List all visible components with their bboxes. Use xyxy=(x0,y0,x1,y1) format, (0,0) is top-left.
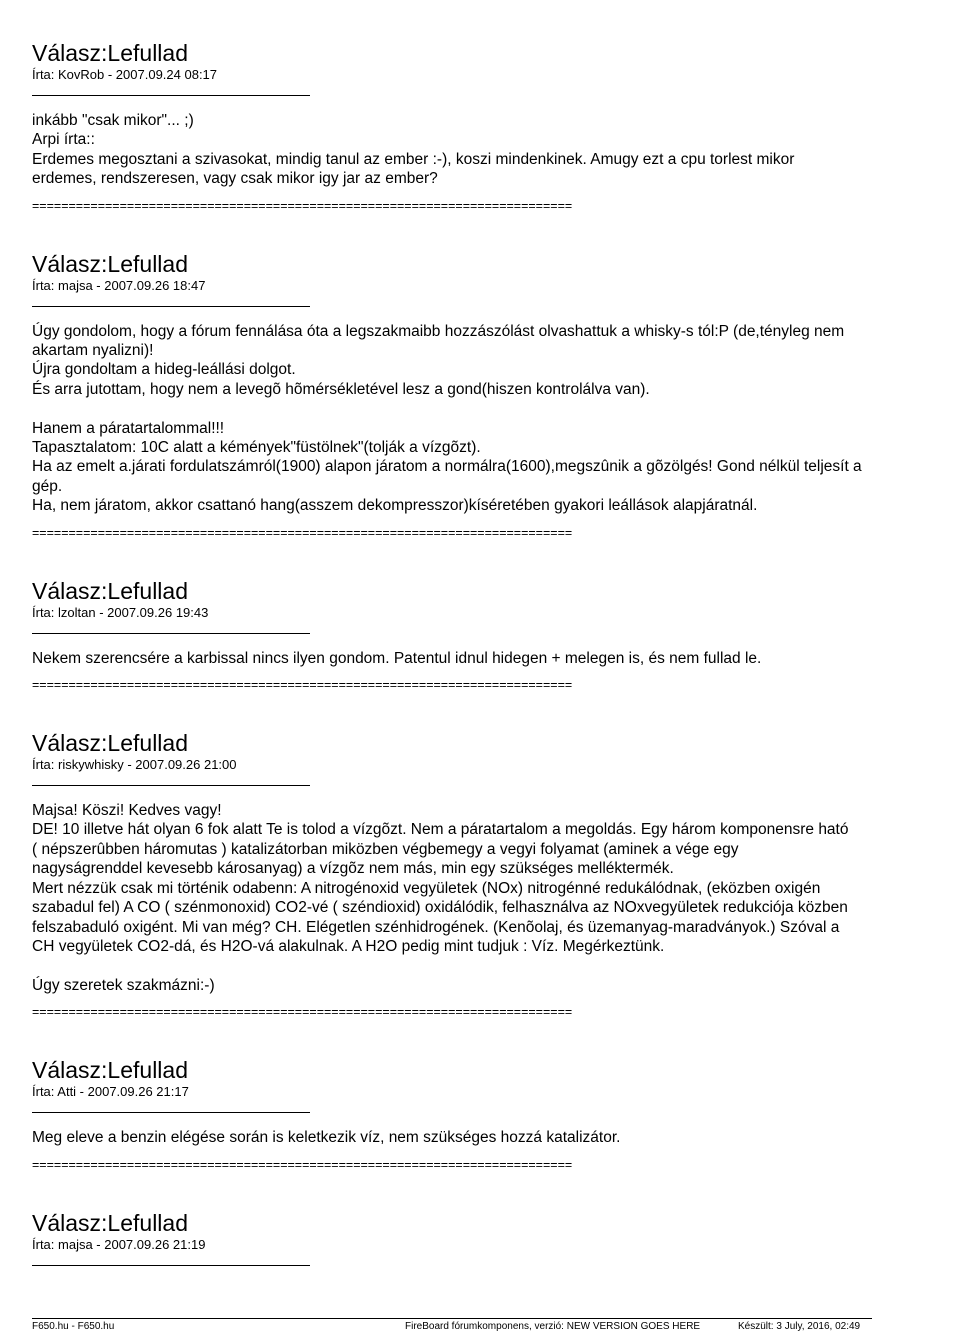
forum-post xyxy=(32,1057,932,1209)
post-text-line: Ha, nem járatom, akkor csattanó hang(asszem dekompresszor)kíséretében gyakori leállások alapjáratnál. xyxy=(32,497,758,515)
post-gap xyxy=(32,214,932,251)
post-title: Válasz:Lefullad xyxy=(32,730,188,757)
post-gap xyxy=(32,541,932,578)
post-body xyxy=(32,111,932,189)
post-separator: ========================================================================== xyxy=(32,678,573,693)
post-text-line: Meg eleve a benzin elégése során is keletkezik víz, nem szükséges hozzá katalizátor. xyxy=(32,1129,621,1147)
post-header-rule xyxy=(32,633,310,634)
post-text-line: nagyságrenddel kevesebb károsanyag) a vízgõz nem más, min egy szükséges melléktermék. xyxy=(32,860,674,878)
post-text-line: Erdemes megosztani a szivasokat, mindig tanul az ember :-), koszi mindenkinek. Amugy ezt a cpu torlest mikor xyxy=(32,150,795,168)
post-text-line: Ha az emelt a.járati fordulatszámról(1900) alapon járatom a normálra(1600),megszûnik a gõzölgés! Gond nélkül teljesít a xyxy=(32,458,862,476)
post-separator: ========================================================================== xyxy=(32,198,573,213)
post-author-date: Írta: KovRob - 2007.09.24 08:17 xyxy=(32,67,218,82)
post-author-date: Írta: majsa - 2007.09.26 21:19 xyxy=(32,1236,206,1252)
post-body xyxy=(32,322,932,516)
post-text-line: Hanem a páratartalommal!!! xyxy=(32,419,225,437)
footer-site: F650.hu - F650.hu xyxy=(32,1321,115,1332)
post-header-rule xyxy=(32,1112,310,1113)
post-text-line: ( népszerûbben háromutas ) katalizátorban miközben végbemegy a vegyi folyamat (aminek a vége egy xyxy=(32,840,739,858)
forum-thread xyxy=(32,40,932,1266)
footer-software: FireBoard fórumkomponens, verzió: NEW VERSION GOES HERE xyxy=(405,1321,701,1332)
blank-line xyxy=(32,399,932,418)
blank-line xyxy=(32,956,932,975)
post-author-date: Írta: riskywhisky - 2007.09.26 21:00 xyxy=(32,757,237,773)
post-text-line: Majsa! Köszi! Kedves vagy! xyxy=(32,802,222,820)
forum-post xyxy=(32,251,932,578)
post-separator: ========================================================================== xyxy=(32,1157,573,1172)
post-header-rule xyxy=(32,95,310,96)
post-author-date: Írta: Atti - 2007.09.26 21:17 xyxy=(32,1084,189,1100)
post-header-rule xyxy=(32,785,310,786)
post-gap xyxy=(32,693,932,730)
post-author-date: Írta: majsa - 2007.09.26 18:47 xyxy=(32,277,206,293)
post-author-date: Írta: lzoltan - 2007.09.26 19:43 xyxy=(32,604,209,620)
post-text-line: Mert nézzük csak mi történik odabenn: A nitrogénoxid vegyületek (NOx) nitrogénné redukálódnak, (eközben oxigén xyxy=(32,879,821,897)
post-text-line: Úgy szeretek szakmázni:-) xyxy=(32,976,215,994)
post-gap xyxy=(32,1173,932,1210)
post-body xyxy=(32,801,932,995)
post-body xyxy=(32,1128,932,1147)
post-body xyxy=(32,649,932,668)
post-header-rule xyxy=(32,306,310,307)
post-text-line: Tapasztalatom: 10C alatt a kémények"füstölnek"(tolják a vízgõzt). xyxy=(32,439,481,457)
post-title: Válasz:Lefullad xyxy=(32,1057,188,1084)
post-title: Válasz:Lefullad xyxy=(32,577,188,604)
page-footer xyxy=(32,1318,872,1332)
post-text-line: Úgy gondolom, hogy a fórum fennálása óta a legszakmaibb hozzászólást olvashattuk a whisky-s tól:P (de,tényleg nem xyxy=(32,322,845,340)
post-list xyxy=(32,40,932,1266)
post-title: Válasz:Lefullad xyxy=(32,250,188,277)
post-text-line: Nekem szerencsére a karbissal nincs ilyen gondom. Patentul idnul hidegen + melegen is, és nem fullad le. xyxy=(32,649,762,667)
forum-post xyxy=(32,578,932,730)
post-header-rule xyxy=(32,1265,310,1266)
post-gap xyxy=(32,1020,932,1057)
post-text-line: CH vegyületek CO2-dá, és H2O-vá alakulnak. A H2O pedig mint tudjuk : Víz. Megérkeztünk. xyxy=(32,937,665,955)
forum-post xyxy=(32,40,932,251)
post-title: Válasz:Lefullad xyxy=(32,40,188,66)
post-text-line: gép. xyxy=(32,477,63,495)
forum-post xyxy=(32,730,932,1057)
post-text-line: DE! 10 illetve hát olyan 6 fok alatt Te is tolod a vízgõzt. Nem a páratartalom a megoldás. Egy három komponensre ható xyxy=(32,821,849,839)
footer-created: Készült: 3 July, 2016, 02:49 xyxy=(738,1321,861,1332)
post-title: Válasz:Lefullad xyxy=(32,1209,188,1236)
post-text-line: akartam nyalizni)! xyxy=(32,342,154,360)
post-text-line: erdemes, rendszeresen, vagy csak mikor igy jar az ember? xyxy=(32,170,438,188)
forum-post xyxy=(32,1210,932,1266)
post-text-line: inkább "csak mikor"... ;) xyxy=(32,112,194,129)
post-text-line: Újra gondoltam a hideg-leállási dolgot. xyxy=(32,361,296,379)
post-text-line: szabadul fel) A CO ( szénmonoxid) CO2-vé ( széndioxid) oxidálódik, felhasználva az NOxvegyületek redukciója közben xyxy=(32,899,848,917)
post-separator: ========================================================================== xyxy=(32,1005,573,1020)
post-text-line: felszabaduló oxigént. Mi van még? CH. Elégetlen szénhidrogének. (Kenõolaj, és üzemanyag-maradványok.) Szóval a xyxy=(32,918,840,936)
post-separator: ========================================================================== xyxy=(32,525,573,540)
post-text-line: És arra jutottam, hogy nem a levegõ hõmérsékletével lesz a gond(hiszen kontrolálva van). xyxy=(32,380,650,398)
post-text-line: Arpi írta:: xyxy=(32,131,95,149)
